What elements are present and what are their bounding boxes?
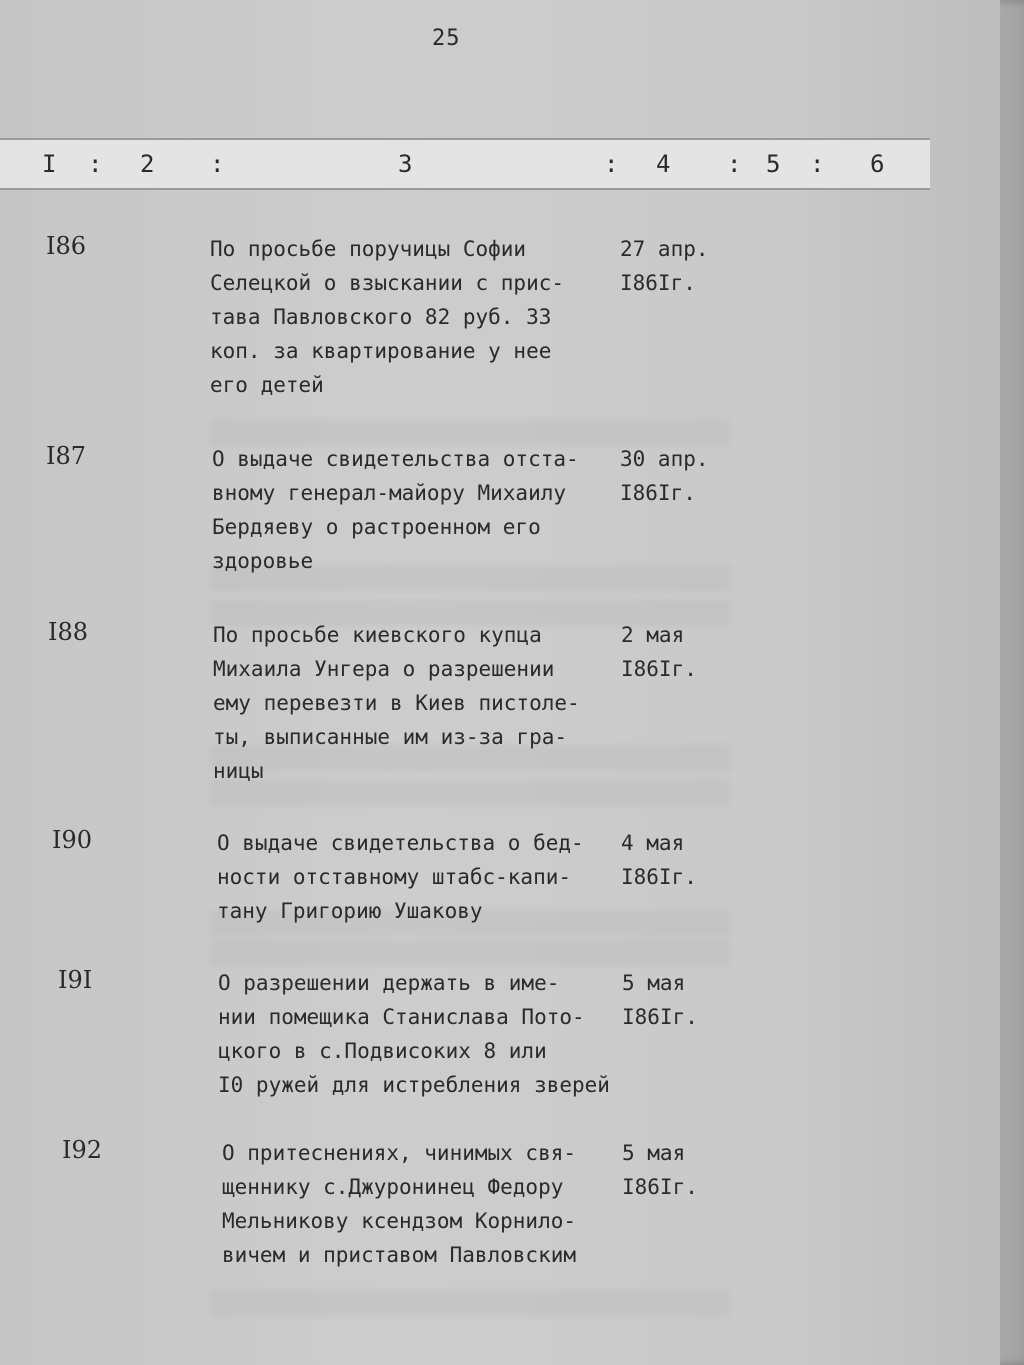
row-number: I92 — [62, 1136, 103, 1164]
title-line: О выдаче свидетельства о бед- — [217, 831, 584, 855]
header-sep: : — [727, 150, 742, 178]
date-line: 4 мая — [621, 831, 685, 855]
row-number: I86 — [46, 232, 87, 260]
row-title — [210, 232, 564, 402]
date-line: I86Iг. — [621, 657, 697, 681]
title-line: Михаила Унгера о разрешении — [213, 657, 555, 681]
date-line: I86Iг. — [620, 271, 696, 295]
row-number: I88 — [48, 618, 89, 646]
header-sep: : — [88, 150, 103, 178]
date-line: 27 апр. — [620, 237, 709, 261]
title-line: Мельникову ксендзом Корнило- — [222, 1209, 577, 1233]
title-line: тава Павловского 82 руб. 33 — [210, 305, 552, 329]
row-title — [222, 1136, 576, 1272]
row-number: I87 — [46, 442, 87, 470]
title-line: щеннику с.Джуронинец Федору — [222, 1175, 564, 1199]
header-col-2: 2 — [140, 150, 155, 178]
header-col-4: 4 — [656, 150, 671, 178]
title-line: ты, выписанные им из-за гра- — [213, 725, 568, 749]
header-col-5: 5 — [766, 150, 781, 178]
title-line: ности отставному штабс-капи- — [217, 865, 572, 889]
date-line: 2 мая — [621, 623, 685, 647]
title-line: цкого в с.Подвисоких 8 или — [218, 1039, 547, 1063]
header-sep: : — [810, 150, 825, 178]
row-number: I90 — [52, 826, 93, 854]
header-sep: : — [604, 150, 619, 178]
date-line: 5 мая — [622, 1141, 686, 1165]
title-line: тану Григорию Ушакову — [217, 899, 483, 923]
row-title — [212, 442, 579, 578]
title-line: По просьбе поручицы Софии — [210, 237, 527, 261]
header-sep: : — [210, 150, 225, 178]
title-line: вному генерал-майору Михаилу — [212, 481, 567, 505]
title-line: здоровье — [212, 549, 314, 573]
row-date — [620, 232, 709, 300]
title-line: О выдаче свидетельства отста- — [212, 447, 579, 471]
header-col-3: 3 — [398, 150, 413, 178]
title-line: коп. за квартирование у нее — [210, 339, 552, 363]
title-line: Селецкой о взыскании с прис- — [210, 271, 565, 295]
row-date — [621, 618, 697, 686]
title-line: I0 ружей для истребления зверей — [218, 1073, 610, 1097]
row-title — [213, 618, 580, 788]
header-col-1: I — [42, 150, 57, 178]
title-line: ницы — [213, 759, 264, 783]
row-title — [218, 966, 610, 1102]
row-date — [622, 1136, 698, 1204]
title-line: его детей — [210, 373, 324, 397]
title-line: О притеснениях, чинимых свя- — [222, 1141, 577, 1165]
title-line: Бердяеву о растроенном его — [212, 515, 541, 539]
header-col-6: 6 — [870, 150, 885, 178]
row-number: I9I — [58, 966, 93, 994]
title-line: По просьбе киевского купца — [213, 623, 542, 647]
title-line: нии помещика Станислава Пото- — [218, 1005, 585, 1029]
row-date — [621, 826, 697, 894]
date-line: I86Iг. — [620, 481, 696, 505]
row-date — [620, 442, 709, 510]
row-date — [622, 966, 698, 1034]
date-line: I86Iг. — [621, 865, 697, 889]
date-line: I86Iг. — [622, 1175, 698, 1199]
date-line: 30 апр. — [620, 447, 709, 471]
date-line: I86Iг. — [622, 1005, 698, 1029]
row-title — [217, 826, 584, 928]
title-line: О разрешении держать в име- — [218, 971, 560, 995]
date-line: 5 мая — [622, 971, 686, 995]
page-number: 25 — [432, 26, 461, 51]
title-line: вичем и приставом Павловским — [222, 1243, 577, 1267]
title-line: ему перевезти в Киев пистоле- — [213, 691, 580, 715]
